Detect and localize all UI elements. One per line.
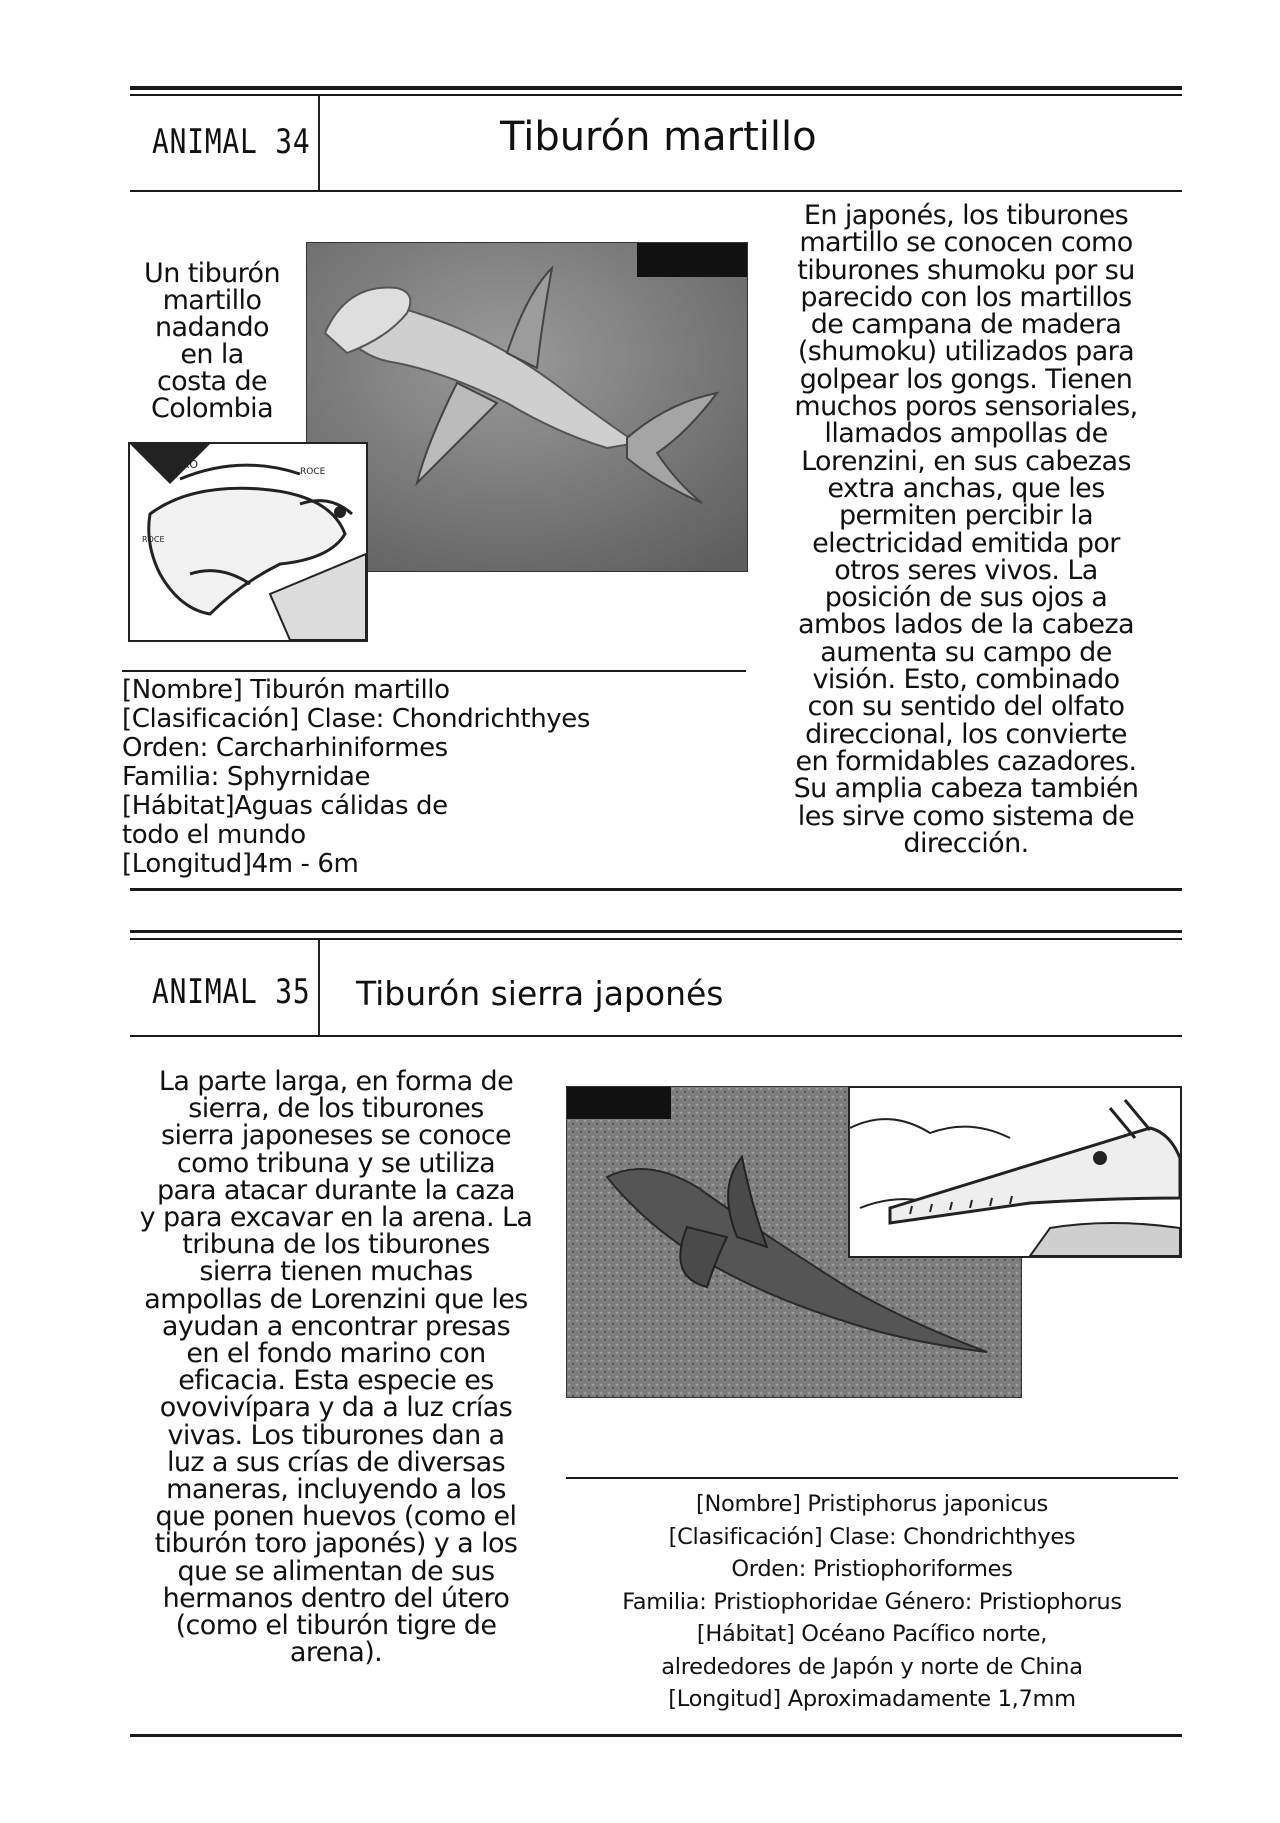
description-line: extra anchas, que les [827,472,1105,504]
description-line: otros seres vivos. La [834,554,1098,586]
description-line: llamados ampollas de [824,418,1108,450]
description-line: sierra, de los tiburones [188,1093,484,1125]
description-line: electricidad emitida por [812,527,1120,559]
description-line: y para excavar en la arena. La [139,1202,533,1234]
section-35-number-label: ANIMAL 35 [152,972,311,1012]
caption-line: en la [180,339,244,370]
description-line: En japonés, los tiburones [803,200,1129,231]
description-line: Su amplia cabeza también [793,773,1139,805]
description-line: Lorenzini, en sus cabezas [801,445,1131,477]
description-line: (como el tiburón tigre de [175,1610,497,1642]
photo-corner-tab [637,243,747,277]
photo-corner-tab [567,1087,671,1119]
data-line: Orden: Carcharhiniformes [122,733,448,763]
description-line: parecido con los martillos [800,281,1132,313]
description-line: como tribuna y se utiliza [176,1147,496,1179]
description-line: hermanos dentro del útero [162,1582,510,1614]
section-34-title: Tiburón martillo [500,114,817,160]
sawshark-description [116,1066,556,1669]
hammerhead-sketch-inset [128,442,368,642]
data-line: [Hábitat]Aguas cálidas de [122,791,448,821]
section-35-title: Tiburón sierra japonés [356,974,724,1013]
description-line: arena). [289,1637,383,1669]
data-line: [Hábitat] Océano Pacífico norte, [696,1621,1048,1647]
caption-line: Un tiburón [144,258,280,289]
section-35-header-divider [318,940,320,1036]
sketch-sfx-2: ROCE [300,467,326,477]
description-line: eficacia. Esta especie es [178,1365,494,1397]
hammerhead-description [762,202,1170,857]
data-line: alrededores de Japón y norte de China [661,1653,1083,1680]
hammerhead-photo-caption [118,260,306,422]
sawshark-data-sheet [566,1488,1178,1716]
description-line: martillo se conocen como [799,227,1133,259]
description-line: vivas. Los tiburones dan a [167,1419,505,1451]
sketch-sfx-3: ROCE [142,535,165,544]
section-34-bottom-rule [130,888,1182,891]
section-35-bottom-rule [130,1734,1182,1737]
sawshark-sketch-illustration [850,1088,1180,1256]
description-line: que se alimentan de sus [177,1555,495,1587]
caption-line: costa de [156,366,268,397]
data-line: Familia: Sphyrnidae [122,762,371,792]
data-line: [Clasificación] Clase: Chondrichthyes [668,1523,1076,1550]
description-line: para atacar durante la caza [157,1174,515,1206]
section-34-header-bottom-rule [130,190,1182,192]
description-line: ovovivípara y da a luz crías [159,1392,513,1424]
hammerhead-sketch-illustration [130,444,366,640]
description-line: tribuna de los tiburones [182,1229,490,1261]
description-line: luz a sus crías de diversas [166,1446,506,1478]
caption-line: martillo [162,285,262,316]
description-line: sierra tienen muchas [199,1256,473,1288]
description-line: en el fondo marino con [186,1338,486,1370]
sawshark-sketch-inset [848,1086,1182,1258]
description-line: ambos lados de la cabeza [798,609,1134,641]
description-line: aumenta su campo de [820,636,1112,668]
description-line: con su sentido del olfato [807,691,1125,723]
description-line: direccional, los convierte [805,718,1127,750]
data-line: Familia: Pristiophoridae Género: Pristiophorus [622,1588,1122,1615]
description-line: ayudan a encontrar presas [161,1310,511,1342]
hammerhead-data-sheet [122,676,590,879]
section-35-data-rule [566,1477,1178,1479]
section-35-top-rule-thin [130,938,1182,940]
description-line: posición de sus ojos a [824,582,1108,614]
section-34-number-label: ANIMAL 34 [152,122,311,162]
description-line: (shumoku) utilizados para [797,336,1135,368]
description-line: sierra japoneses se conoce [161,1120,511,1152]
caption-line: Colombia [150,393,274,424]
description-line: les sirve como sistema de [797,800,1135,832]
description-line: visión. Esto, combinado [812,664,1120,696]
section-34-data-rule [122,670,746,672]
section-35-header-bottom-rule [130,1035,1182,1037]
data-line: [Longitud]4m - 6m [122,849,359,879]
section-34-top-rule-thin [130,94,1182,96]
description-line: permiten percibir la [838,500,1094,532]
data-line: [Nombre] Tiburón martillo [122,675,450,705]
description-line: tiburones shumoku por su [797,254,1135,286]
description-line: muchos poros sensoriales, [794,391,1138,423]
description-line: maneras, incluyendo a los [166,1474,506,1506]
data-line: [Clasificación] Clase: Chondrichthyes [122,704,591,734]
section-34-header-divider [318,96,320,190]
caption-line: nadando [155,312,269,343]
data-line: [Longitud] Aproximadamente 1,7mm [668,1686,1076,1712]
description-line: ampollas de Lorenzini que les [144,1283,528,1315]
hammerhead-shark-illustration [307,243,747,571]
section-34-top-rule-thick [130,86,1182,90]
sketch-sfx-1: GIRO [170,458,199,471]
data-line: Orden: Pristiophoriformes [731,1556,1013,1582]
section-35-top-rule-thick [130,930,1182,933]
description-line: de campana de madera [810,309,1122,341]
description-line: La parte larga, en forma de [158,1066,514,1097]
description-line: que ponen huevos (como el [155,1501,517,1533]
description-line: en formidables cazadores. [795,745,1137,777]
data-line: todo el mundo [122,820,306,850]
description-line: golpear los gongs. Tienen [799,363,1133,395]
description-line: dirección. [903,827,1029,859]
data-line: [Nombre] Pristiphorus japonicus [696,1491,1048,1517]
description-line: tiburón toro japonés) y a los [154,1528,518,1560]
hammerhead-shark-photo [306,242,748,572]
